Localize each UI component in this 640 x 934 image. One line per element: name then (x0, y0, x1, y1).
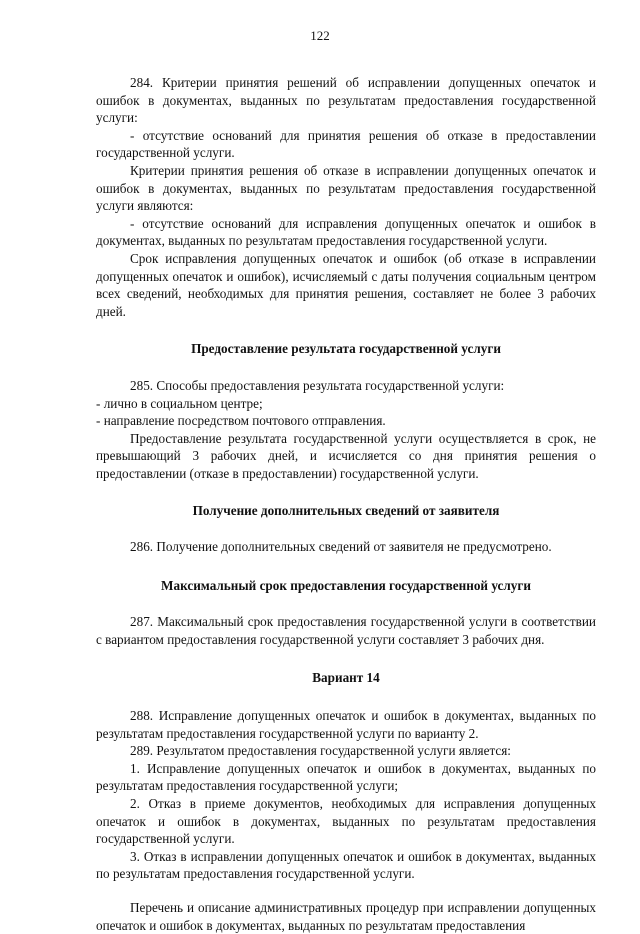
paragraph-289-item-2: 2. Отказ в приеме документов, необходимых для исправления допущенных опечаток и ошибок в документах, выданных по результатам предоставления государственной услуги. (96, 796, 596, 847)
paragraph-284-item: - отсутствие оснований для принятия решения об отказе в предоставлении государственной услуги. (96, 127, 596, 161)
paragraph-284-refusal-criteria: Критерии принятия решения об отказе в исправлении допущенных опечаток и ошибок в документах, выданных по результатам предоставления государственной услуги являются: (96, 162, 596, 214)
paragraph-289-result: 289. Результатом предоставления государственной услуги является: (130, 743, 511, 759)
heading-result-provision: Предоставление результата государственной услуги (191, 341, 501, 357)
paragraph-284-term: Срок исправления допущенных опечаток и ошибок (об отказе в исправлении допущенных опечаток и ошибок), исчисляемый с даты получения социальным центром всех сведений, необходимых для принятия решения, составляет не более 3 рабочих дней. (96, 250, 596, 319)
paragraph-286: 286. Получение дополнительных сведений от заявителя не предусмотрено. (130, 539, 552, 555)
paragraph-284-refusal-item: - отсутствие оснований для исправления допущенных опечаток и ошибок в документах, выданных по результатам предоставления государственной услуги. (96, 215, 596, 249)
heading-additional-info: Получение дополнительных сведений от заявителя (192, 503, 500, 519)
heading-max-term: Максимальный срок предоставления государственной услуги (161, 577, 531, 593)
paragraph-285-item-2: - направление посредством почтового отправления. (96, 413, 386, 429)
paragraph-285-term: Предоставление результата государственной услуги осуществляется в срок, не превышающий 3 рабочих дней, и исчисляется со дня принятия решения о предоставлении (отказе в предоставлении) государственной услуги. (96, 430, 596, 481)
paragraph-288: 288. Исправление допущенных опечаток и ошибок в документах, выданных по результатам предоставления государственной услуги по варианту 2. (96, 708, 596, 741)
paragraph-284-criteria: 284. Критерии принятия решений об исправлении допущенных опечаток и ошибок в документах, выданных по результатам предоставления государственной услуги: (96, 75, 596, 126)
paragraph-285-methods: 285. Способы предоставления результата государственной услуги: (130, 377, 505, 393)
paragraph-289-item-1: 1. Исправление допущенных опечаток и ошибок в документах, выданных по результатам предоставления государственной услуги; (96, 760, 596, 794)
paragraph-289-procedures: Перечень и описание административных процедур при исправлении допущенных опечаток и ошибок в документах, выданных по результатам предоставления (96, 899, 596, 933)
paragraph-289-item-3: 3. Отказ в исправлении допущенных опечаток и ошибок в документах, выданных по результатам предоставления государственной услуги. (96, 848, 596, 882)
paragraph-287: 287. Максимальный срок предоставления государственной услуги в соответствии с вариантом предоставления государственной услуги составляет 3 рабочих дня. (96, 614, 596, 647)
paragraph-285-item-1: - лично в социальном центре; (96, 395, 263, 411)
page-number: 122 (310, 28, 330, 43)
heading-variant-14: Вариант 14 (312, 670, 380, 686)
document-body (96, 74, 596, 934)
